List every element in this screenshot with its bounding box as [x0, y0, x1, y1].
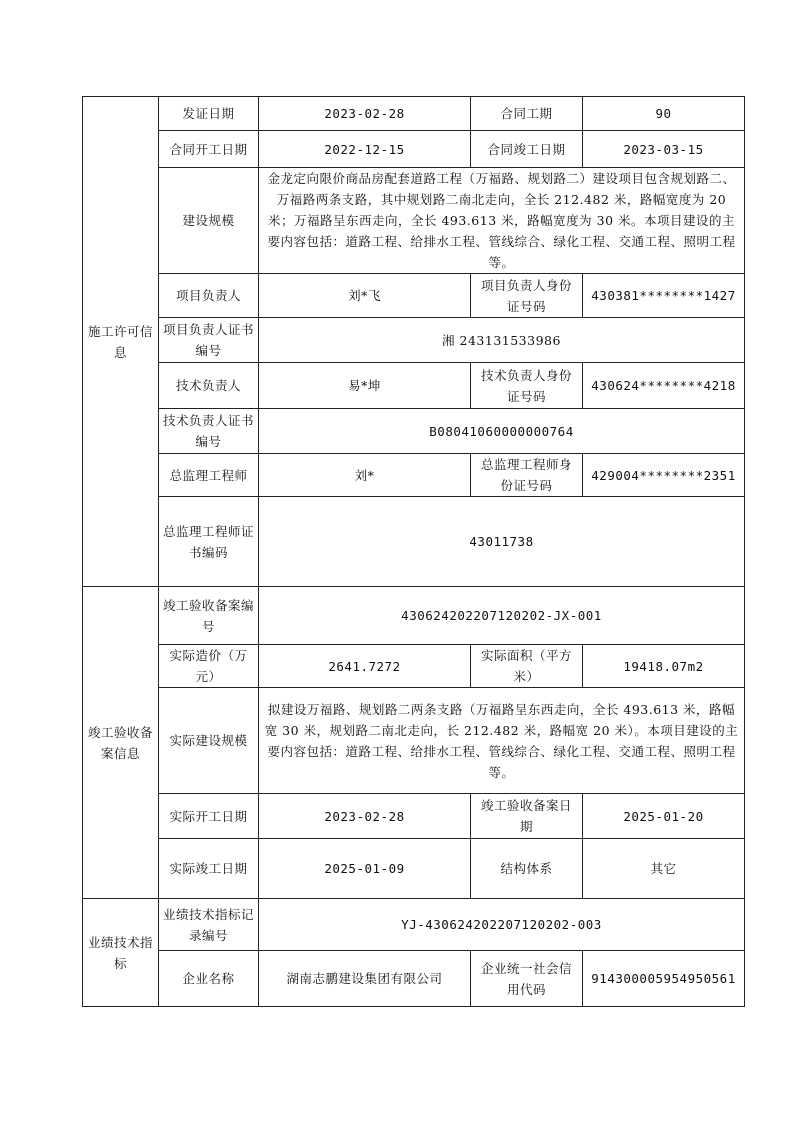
pm-cert-row [83, 318, 745, 363]
contract-period-value: 90 [583, 97, 745, 131]
cost-row [83, 645, 745, 688]
sup-label: 总监理工程师 [159, 454, 259, 497]
performance-record-label: 业绩技术指标记录编号 [159, 899, 259, 951]
scale-label: 建设规模 [159, 168, 259, 274]
actual-start-value: 2023-02-28 [259, 794, 471, 839]
actual-scale-row [83, 688, 745, 794]
record-date-label: 竣工验收备案日期 [471, 794, 583, 839]
pm-row [83, 274, 745, 318]
performance-record-value: YJ-430624202207120202-003 [259, 899, 745, 951]
sup-row [83, 454, 745, 497]
cost-label: 实际造价（万元） [159, 645, 259, 688]
company-row [83, 951, 745, 1007]
pm-id-label: 项目负责人身份证号码 [471, 274, 583, 318]
pm-cert-value: 湘 243131533986 [259, 318, 745, 363]
actual-scale-label: 实际建设规模 [159, 688, 259, 794]
pm-id-value: 430381********1427 [583, 274, 745, 318]
pm-label: 项目负责人 [159, 274, 259, 318]
credit-code-label: 企业统一社会信用代码 [471, 951, 583, 1007]
tech-cert-value: B08041060000000764 [259, 409, 745, 454]
sup-cert-value: 43011738 [259, 497, 745, 587]
contract-dates-row [83, 131, 745, 168]
cost-value: 2641.7272 [259, 645, 471, 688]
performance-section-label: 业绩技术指标 [83, 899, 159, 1007]
tech-cert-row [83, 409, 745, 454]
area-value: 19418.07m2 [583, 645, 745, 688]
record-no-row [83, 587, 745, 645]
contract-period-label: 合同工期 [471, 97, 583, 131]
contract-start-value: 2022-12-15 [259, 131, 471, 168]
actual-end-value: 2025-01-09 [259, 839, 471, 899]
tech-label: 技术负责人 [159, 363, 259, 409]
record-date-value: 2025-01-20 [583, 794, 745, 839]
sup-id-value: 429004********2351 [583, 454, 745, 497]
company-name: 湖南志鹏建设集团有限公司 [259, 951, 471, 1007]
credit-code-value: 914300005954950561 [583, 951, 745, 1007]
tech-id-label: 技术负责人身份证号码 [471, 363, 583, 409]
pm-cert-label: 项目负责人证书编号 [159, 318, 259, 363]
issue-date-value: 2023-02-28 [259, 97, 471, 131]
contract-end-label: 合同竣工日期 [471, 131, 583, 168]
tech-id-value: 430624********4218 [583, 363, 745, 409]
company-label: 企业名称 [159, 951, 259, 1007]
sup-id-label: 总监理工程师身份证号码 [471, 454, 583, 497]
actual-start-label: 实际开工日期 [159, 794, 259, 839]
actual-end-label: 实际竣工日期 [159, 839, 259, 899]
issue-date-label: 发证日期 [159, 97, 259, 131]
sup-name: 刘* [259, 454, 471, 497]
performance-record-row [83, 899, 745, 951]
structure-label: 结构体系 [471, 839, 583, 899]
actual-scale-text: 拟建设万福路、规划路二两条支路（万福路呈东西走向，全长 493.613 米，路幅宽 30 米，规划路二南北走向，长 212.482 米，路幅宽 20 米）。本项目建设的主要内容包括：道路工程、给排水工程、管线综合、绿化工程、交通工程、照明工程等。 [259, 688, 745, 794]
record-no-label: 竣工验收备案编号 [159, 587, 259, 645]
project-info-table [82, 96, 745, 1007]
permit-section-label: 施工许可信息 [83, 97, 159, 587]
issue-date-row [83, 97, 745, 131]
pm-name: 刘*飞 [259, 274, 471, 318]
area-label: 实际面积（平方米） [471, 645, 583, 688]
acceptance-section-label: 竣工验收备案信息 [83, 587, 159, 899]
sup-cert-row [83, 497, 745, 542]
scale-text: 金龙定向限价商品房配套道路工程（万福路、规划路二）建设项目包含规划路二、万福路两条支路，其中规划路二南北走向，全长 212.482 米，路幅宽度为 20 米；万福路呈东西走向，全长 493.613 米，路幅宽度为 30 米。本项目建设的主要内容包括：道路工程、给排水工程、管线综合、绿化工程、交通工程、照明工程等。 [259, 168, 745, 274]
actual-start-row [83, 794, 745, 839]
contract-start-label: 合同开工日期 [159, 131, 259, 168]
tech-name: 易*坤 [259, 363, 471, 409]
sup-cert-label: 总监理工程师证书编码 [159, 497, 259, 587]
record-no-value: 430624202207120202-JX-001 [259, 587, 745, 645]
actual-end-row [83, 839, 745, 899]
scale-row [83, 168, 745, 274]
structure-value: 其它 [583, 839, 745, 899]
contract-end-value: 2023-03-15 [583, 131, 745, 168]
tech-row [83, 363, 745, 409]
tech-cert-label: 技术负责人证书编号 [159, 409, 259, 454]
